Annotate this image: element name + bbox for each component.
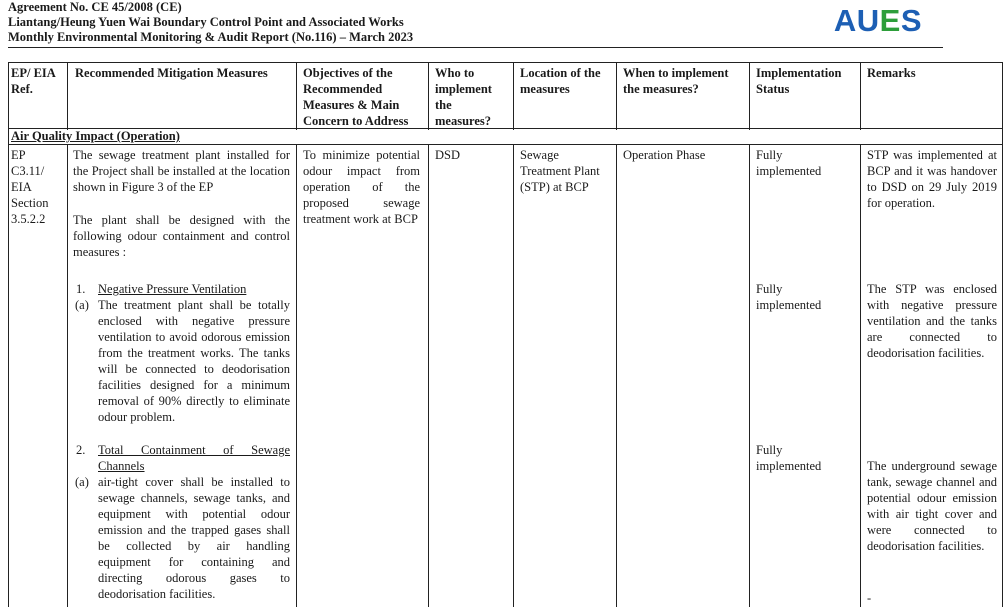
remark-2: The STP was enclosed with negative pressure ventilation and the tanks are connected to deodorisation facilities. [867, 282, 997, 360]
col-border [296, 144, 297, 607]
agreement-number: Agreement No. CE 45/2008 (CE) [8, 0, 182, 14]
col-border [860, 144, 861, 607]
remark-1: STP was implemented at BCP and it was handover to DSD on 29 July 2019 for operation. [867, 148, 997, 210]
header-location: Location of the measures [520, 66, 601, 96]
col-border [428, 144, 429, 607]
item-2a-text: air-tight cover shall be installed to sewage channels, sewage tanks, and equipment with potential odour emission and the trapped gases shall be collected by air handling equipment for containing and directing odorous gases to deodorisation facilities. [98, 475, 290, 601]
item-2-title: Total Containment of Sewage Channels [98, 443, 290, 473]
item-1-title: Negative Pressure Ventilation [98, 282, 247, 296]
logo-text-s: S [900, 3, 922, 38]
logo-text-au: AU [833, 3, 880, 38]
location-text: Sewage Treatment Plant (STP) at BCP [520, 148, 600, 194]
header-who: Who to implement the measures? [435, 66, 492, 128]
measure-intro-2: The plant shall be designed with the following odour containment and control measures : [73, 213, 290, 259]
col-border [616, 62, 617, 130]
header-remarks: Remarks [867, 66, 916, 80]
col-border [860, 62, 861, 130]
item-1a-label: (a) [75, 298, 89, 312]
header-when: When to implement the measures? [623, 66, 729, 96]
objective-text: To minimize potential odour impact from operation of the proposed sewage treatment work at BCP [303, 148, 420, 226]
item-2a-label: (a) [75, 475, 89, 489]
report-header [8, 0, 768, 45]
col-border [749, 62, 750, 130]
col-border [749, 144, 750, 607]
col-border [8, 62, 9, 607]
remark-4: - [867, 591, 872, 605]
col-border [67, 144, 68, 607]
report-title: Monthly Environmental Monitoring & Audit Report (No.116) – March 2023 [8, 30, 414, 44]
col-border [1002, 62, 1003, 607]
item-1-number: 1. [76, 282, 86, 296]
col-border [513, 144, 514, 607]
item-1a-text: The treatment plant shall be totally enclosed with negative pressure ventilation to avoid odorous emission from the treatment works. The tanks will be connected to deodorisation facilities designed for a minimum removal of 90% directly to eliminate odour problem. [98, 298, 290, 424]
when-text: Operation Phase [623, 148, 706, 162]
item-2-number: 2. [76, 443, 86, 457]
status-3: Fully implemented [756, 443, 822, 473]
measure-intro-1: The sewage treatment plant installed for the Project shall be installed at the location shown in Figure 3 of the EP [73, 148, 290, 194]
col-border [296, 62, 297, 130]
project-title: Liantang/Heung Yuen Wai Boundary Control Point and Associated Works [8, 15, 404, 29]
section-title: Air Quality Impact (Operation) [11, 129, 180, 143]
status-2: Fully implemented [756, 282, 822, 312]
header-rule [8, 47, 943, 48]
section-bottom-border [8, 144, 1003, 145]
header-ref: EP/ EIA Ref. [11, 66, 56, 96]
col-border [428, 62, 429, 130]
col-border [67, 62, 68, 130]
mitigation-table [8, 62, 1003, 607]
col-border [513, 62, 514, 130]
row-ref: EP C3.11/ EIA Section 3.5.2.2 [11, 148, 49, 226]
header-measures: Recommended Mitigation Measures [75, 66, 268, 80]
who-text: DSD [435, 148, 461, 162]
remark-3: The underground sewage tank, sewage channel and potential odour emission with air tight cover and were connected to deodorisation facilities. [867, 459, 997, 553]
status-1: Fully implemented [756, 148, 822, 178]
col-border [616, 144, 617, 607]
header-objectives: Objectives of the Recommended Measures & Main Concern to Address [303, 66, 409, 128]
aues-logo [834, 4, 922, 38]
table-top-border [8, 62, 1003, 63]
header-status: Implementation Status [756, 66, 842, 96]
logo-text-e: E [879, 3, 901, 38]
